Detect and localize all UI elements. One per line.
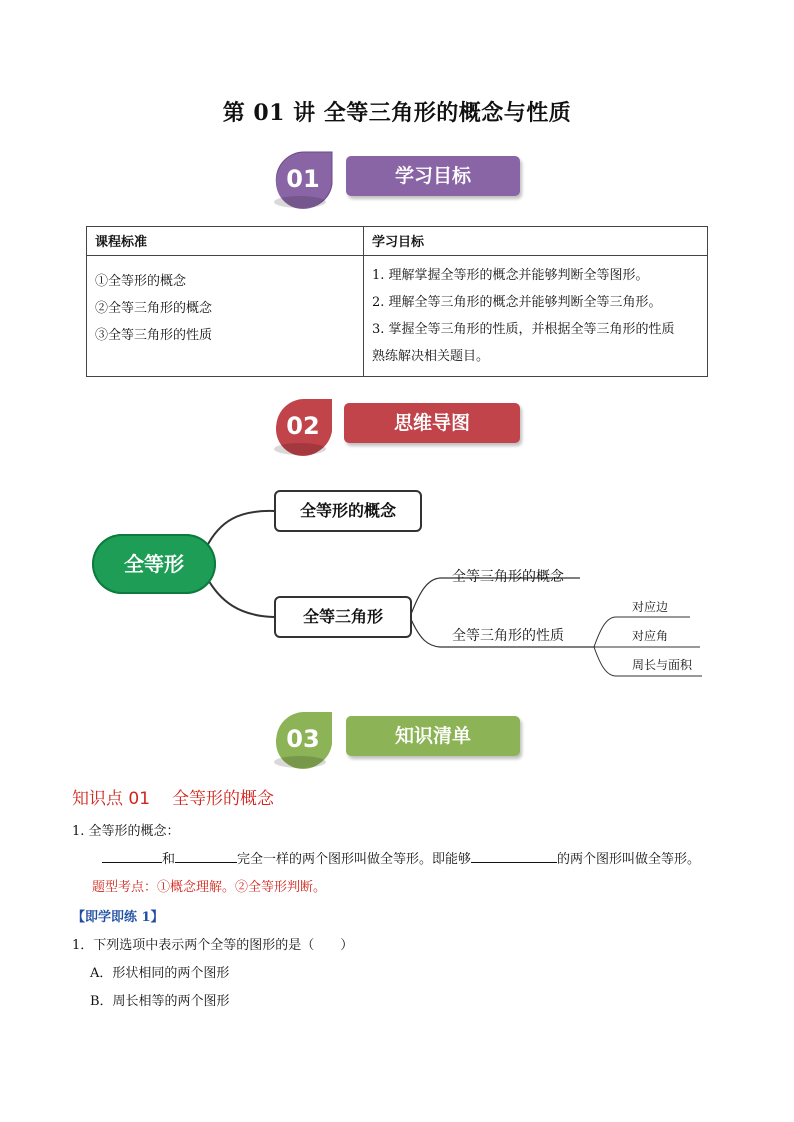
answer-blank (175, 848, 237, 863)
standard-item: ③全等三角形的性质 (95, 328, 213, 343)
goal-item: 1. 理解掌握全等形的概念并能够判断全等图形。 (372, 268, 649, 283)
sentence-and: 和 (162, 852, 176, 867)
section-number-03: 03 (286, 725, 320, 753)
answer-blank (471, 848, 557, 863)
sentence-mid: 完全一样的两个图形叫做全等形。即能够 (237, 852, 472, 867)
mindmap-node-concept: 全等形的概念 (274, 490, 422, 532)
sentence-end: 的两个图形叫做全等形。 (557, 852, 701, 867)
standard-item: ②全等三角形的概念 (95, 301, 213, 316)
table-header-goals: 学习目标 (364, 227, 708, 256)
exam-points: 题型考点：①概念理解。②全等形判断。 (92, 880, 327, 895)
goals-cell (364, 256, 708, 377)
knowledge-point-title: 全等形的概念 (172, 789, 275, 809)
section-number-01: 01 (286, 165, 320, 193)
standards-cell (87, 256, 364, 377)
concept-item: 1. 全等形的概念： (72, 824, 180, 839)
option-a: A．形状相同的两个图形 (90, 966, 230, 981)
mindmap-leaf-angles: 对应角 (632, 629, 669, 643)
section-banner-knowledge: 知识清单 (346, 716, 520, 756)
practice-heading: 【即学即练 1】 (72, 910, 164, 925)
table-header-standards: 课程标准 (87, 227, 364, 256)
knowledge-point-heading (72, 784, 274, 809)
goal-item: 3. 掌握全等三角形的性质，并根据全等三角形的性质 (372, 322, 675, 337)
page-title: 第 01 讲 全等三角形的概念与性质 (222, 100, 572, 126)
section-banner-mindmap: 思维导图 (344, 403, 520, 443)
mindmap-node-triangle: 全等三角形 (274, 596, 412, 638)
mindmap-sub-properties: 全等三角形的性质 (452, 628, 564, 644)
goal-item: 熟练解决相关题目。 (372, 349, 490, 364)
mindmap-root-node: 全等形 (92, 534, 216, 594)
practice-question: 1．下列选项中表示两个全等的图形的是（ ） (72, 938, 354, 953)
fill-blank-sentence (102, 848, 700, 867)
mindmap-leaf-perimeter-area: 周长与面积 (632, 658, 693, 672)
knowledge-point-label: 知识点 01 (72, 789, 151, 809)
standard-item: ①全等形的概念 (95, 274, 187, 289)
answer-blank (102, 848, 162, 863)
mindmap-sub-concept: 全等三角形的概念 (452, 569, 564, 585)
mindmap-leaf-sides: 对应边 (632, 600, 669, 614)
option-b: B．周长相等的两个图形 (90, 994, 230, 1009)
objectives-table (86, 226, 708, 377)
section-number-02: 02 (286, 412, 320, 440)
goal-item: 2. 理解全等三角形的概念并能够判断全等三角形。 (372, 295, 662, 310)
section-banner-objectives: 学习目标 (346, 156, 520, 196)
